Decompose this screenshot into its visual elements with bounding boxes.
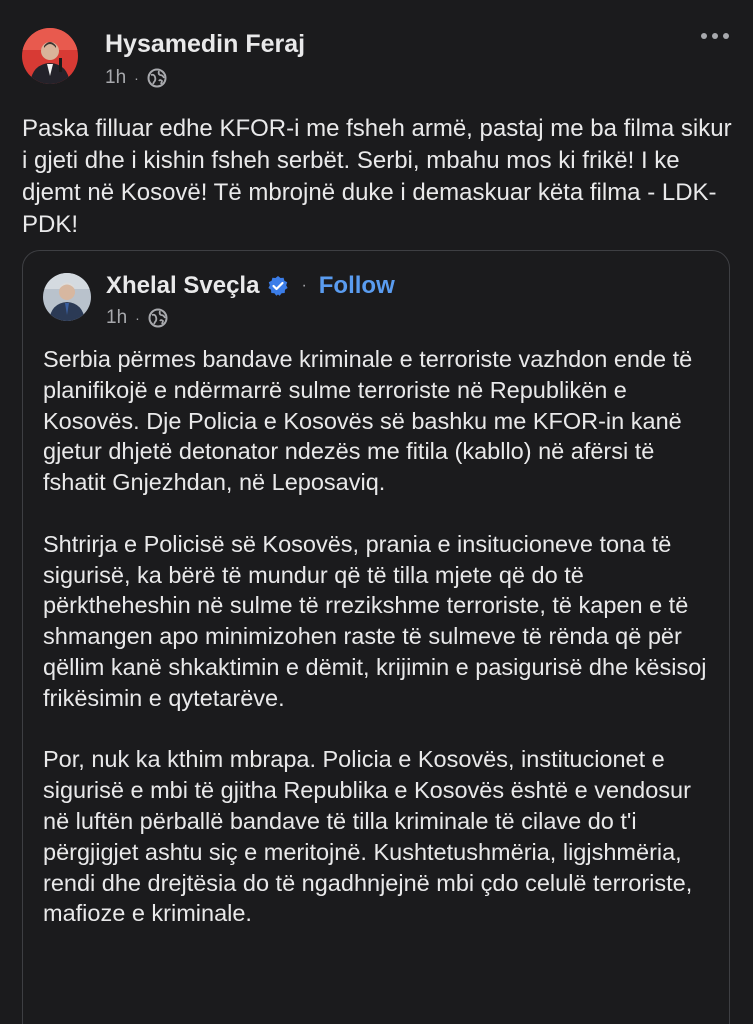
shared-post-card[interactable]: [22, 250, 730, 1024]
author-name[interactable]: Hysamedin Feraj: [105, 30, 306, 58]
follow-button[interactable]: Follow: [318, 272, 395, 299]
shared-author-name[interactable]: Xhelal Sveçla: [106, 272, 260, 299]
more-options-icon[interactable]: [701, 33, 729, 39]
shared-author-avatar[interactable]: [43, 273, 91, 321]
shared-post-time[interactable]: 1h: [106, 307, 128, 328]
shared-header: [106, 272, 395, 300]
post-meta: [105, 67, 167, 89]
globe-icon: [147, 68, 167, 88]
meta-separator: ·: [135, 310, 140, 326]
post-text: Paska filluar edhe KFOR-i me fsheh armë, pastaj me ba filma sikur i gjeti dhe i kishin fsheh serbët. Serbi, mbahu mos ki frikë! I ke djemt në Kosovë! Të mbrojnë duke i demaskuar këta filma - LDK-PDK!: [22, 115, 732, 238]
shared-post-meta: [106, 307, 168, 329]
shared-paragraph: Serbia përmes bandave kriminale e terroriste vazhdon ende të planifikojë e ndërmarrë sulme terroriste në Republikën e Kosovës. Dje Policia e Kosovës së bashku me KFOR-in kanë gjetur dhjetë detonator ndezës me fitila (kabllo) në afërsi të fshatit Gnjezhdan, në Leposaviq.: [43, 346, 693, 496]
author-avatar[interactable]: [22, 28, 78, 84]
meta-separator: ·: [134, 70, 139, 86]
verified-badge-icon: [267, 275, 289, 297]
more-dot: [723, 33, 729, 39]
shared-paragraph: Por, nuk ka kthim mbrapa. Policia e Kosovës, institucionet e sigurisë e mbi të gjitha Republika e Kosovës është e vendosur në luftën përballë bandave të tilla kriminale të cilave do t'i përgjigjet ashtu siç e meritojnë. Kushtetushmëria, ligjshmëria, rendi dhe drejtësia do të ngadhnjejnë mbi çdo celulë terroriste, mafioze e kriminale.: [43, 746, 693, 927]
more-dot: [712, 33, 718, 39]
more-dot: [701, 33, 707, 39]
post-time[interactable]: 1h: [105, 67, 127, 88]
header-separator: ·: [301, 277, 307, 294]
shared-paragraph: Shtrirja e Policisë së Kosovës, prania e insitucioneve tona të sigurisë, ka bërë të mundur që të tilla mjete që do të përktheheshin në sulme të rrezikshme terroriste, të kapen e të shmangen apo minimizohen raste të sulmeve të rënda që për qëllim kanë shkaktimin e dëmit, krijimin e pasigurisë dhe kësisoj frikësimin e qytetarëve.: [43, 530, 707, 711]
globe-icon: [148, 308, 168, 328]
shared-post-body: [43, 344, 719, 960]
